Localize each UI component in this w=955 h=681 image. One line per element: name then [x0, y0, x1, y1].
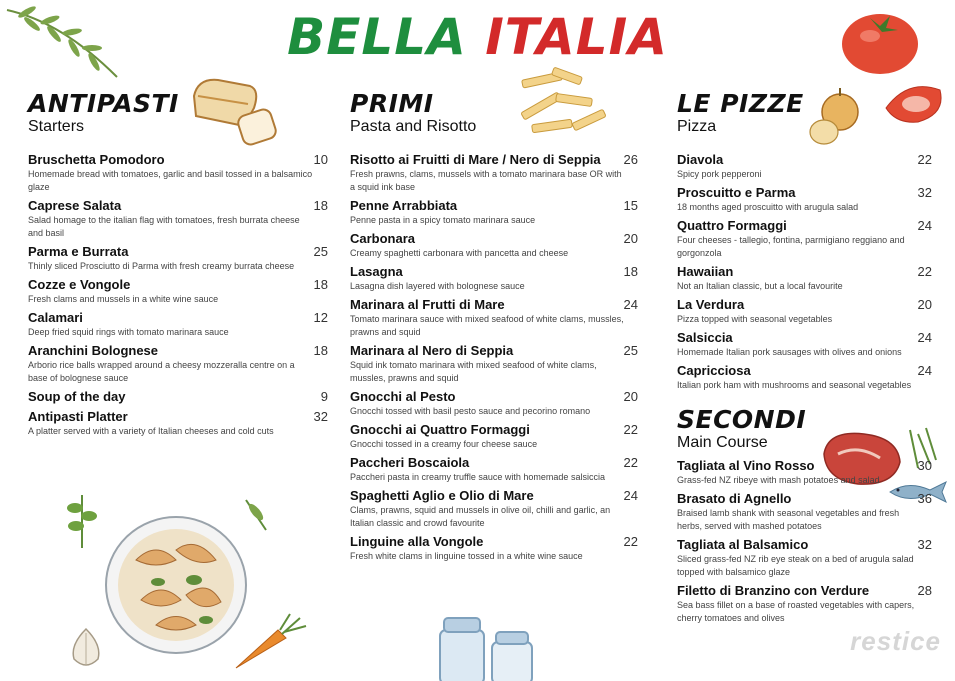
menu-item [28, 310, 328, 339]
menu-item-price: 15 [623, 198, 638, 213]
menu-item-description: Grass-fed NZ ribeye with mash potatoes and salad [677, 475, 880, 485]
pizze-subheading: Pizza [677, 118, 717, 135]
menu-item-price: 24 [917, 363, 932, 378]
menu-item-name: Antipasti Platter [28, 409, 128, 424]
menu-item-price: 30 [917, 458, 932, 473]
menu-item-name: Caprese Salata [28, 198, 122, 213]
menu-item [677, 264, 932, 293]
menu-item-name: Penne Arrabbiata [350, 198, 458, 213]
menu-item [677, 218, 932, 260]
menu-item [677, 537, 932, 579]
menu-item-price: 22 [623, 455, 638, 470]
menu-item-description: Gnocchi tossed in a creamy four cheese sauce [350, 439, 538, 449]
menu-item-description: Squid ink tomato marinara with mixed seafood of white clams, mussles, prawns and squid [350, 360, 597, 383]
menu-item-description: Arborio rice balls wrapped around a cheesy mozzeralla centre on a base of bolognese sauce [28, 360, 295, 383]
menu-item-description: Homemade bread with tomatoes, garlic and basil tossed in a balsamico glaze [28, 169, 313, 192]
menu-item-description: Clams, prawns, squid and mussels in olive oil, chilli and garlic, an Italian classic and crowd favourite [350, 505, 611, 528]
menu-item [28, 389, 328, 405]
menu-item-description: Braised lamb shank with seasonal vegetables and fresh herbs, served with mashed potatoes [677, 508, 900, 531]
menu-item-description: Four cheeses - tallegio, fontina, parmigiano reggiano and gorgonzola [677, 235, 905, 258]
menu-item [350, 389, 638, 418]
menu-item-row [350, 152, 638, 168]
menu-item-price: 20 [623, 231, 638, 246]
menu-item-row [28, 152, 328, 168]
antipasti-subheading: Starters [28, 118, 85, 135]
menu-item-price: 28 [917, 583, 932, 598]
menu-item-price: 26 [623, 152, 638, 167]
menu-item-price: 22 [917, 152, 932, 167]
menu-item-name: Capricciosa [677, 363, 751, 378]
menu-item-price: 24 [917, 330, 932, 345]
menu-item-description: A platter served with a variety of Italian cheeses and cold cuts [28, 426, 274, 436]
menu-item [28, 244, 328, 273]
menu-item-description: Thinly sliced Prosciutto di Parma with fresh creamy burrata cheese [28, 261, 295, 271]
antipasti-heading: ANTIPASTI [28, 89, 179, 118]
primi-list [350, 152, 638, 563]
menu-item [677, 152, 932, 181]
primi-section [350, 90, 638, 567]
menu-item-description: Spicy pork pepperoni [677, 169, 762, 179]
menu-item-name: Parma e Burrata [28, 244, 129, 259]
menu-item-row [677, 537, 932, 553]
menu-item-name: Filetto di Branzino con Verdure [677, 583, 870, 598]
menu-item-price: 24 [917, 218, 932, 233]
pizze-list [677, 152, 932, 392]
menu-item [350, 534, 638, 563]
menu-item-description: Sliced grass-fed NZ rib eye steak on a bed of arugula salad topped with balsamico glaze [677, 554, 914, 577]
menu-item-description: Fresh white clams in linguine tossed in a white wine sauce [350, 551, 583, 561]
menu-item [677, 297, 932, 326]
menu-item-row [350, 534, 638, 550]
menu-item-row [350, 343, 638, 359]
menu-item-description: 18 months aged proscuitto with arugula salad [677, 202, 859, 212]
primi-heading: PRIMI [350, 89, 434, 118]
menu-item-price: 22 [623, 422, 638, 437]
herb-icon [2, 2, 122, 82]
menu-item-name: Carbonara [350, 231, 416, 246]
menu-item-row [28, 310, 328, 326]
menu-item-price: 22 [623, 534, 638, 549]
menu-item-name: Quattro Formaggi [677, 218, 787, 233]
menu-item [28, 152, 328, 194]
menu-item-price: 10 [313, 152, 328, 167]
menu-item-row [677, 218, 932, 234]
menu-item [350, 264, 638, 293]
menu-item-row [677, 583, 932, 599]
menu-item-description: Deep fried squid rings with tomato marinara sauce [28, 327, 229, 337]
menu-item-name: Tagliata al Balsamico [677, 537, 809, 552]
title-part-red: ITALIA [485, 8, 668, 66]
menu-item-description: Lasagna dish layered with bolognese sauce [350, 281, 525, 291]
menu-item [677, 185, 932, 214]
menu-item-price: 18 [313, 198, 328, 213]
menu-item-name: Lasagna [350, 264, 403, 279]
menu-item-price: 36 [917, 491, 932, 506]
menu-item-description: Gnocchi tossed with basil pesto sauce and pecorino romano [350, 406, 591, 416]
menu-item [28, 277, 328, 306]
menu-item [350, 297, 638, 339]
menu-item-row [677, 297, 932, 313]
menu-item [677, 363, 932, 392]
menu-item-name: Proscuitto e Parma [677, 185, 796, 200]
menu-item [677, 330, 932, 359]
menu-item-description: Salad homage to the italian flag with tomatoes, fresh burrata cheese and basil [28, 215, 300, 238]
menu-item [677, 458, 932, 487]
menu-item-name: Linguine alla Vongole [350, 534, 484, 549]
menu-item-price: 24 [623, 488, 638, 503]
menu-item-row [677, 185, 932, 201]
menu-item-name: Cozze e Vongole [28, 277, 131, 292]
menu-item-price: 32 [917, 537, 932, 552]
menu-item-row [28, 389, 328, 405]
menu-item-row [350, 422, 638, 438]
menu-item-name: Bruschetta Pomodoro [28, 152, 165, 167]
secondi-section [677, 406, 932, 625]
menu-item-name: Soup of the day [28, 389, 126, 404]
menu-item [28, 198, 328, 240]
menu-item [350, 343, 638, 385]
secondi-subheading: Main Course [677, 434, 768, 451]
menu-item-description: Creamy spaghetti carbonara with pancetta and cheese [350, 248, 569, 258]
antipasti-list [28, 152, 328, 438]
menu-item-price: 32 [917, 185, 932, 200]
menu-item-description: Fresh clams and mussels in a white wine sauce [28, 294, 219, 304]
menu-item-name: Diavola [677, 152, 724, 167]
menu-item-name: Marinara al Nero di Seppia [350, 343, 514, 358]
menu-item-price: 20 [623, 389, 638, 404]
menu-item [28, 343, 328, 385]
menu-item-description: Penne pasta in a spicy tomato marinara sauce [350, 215, 536, 225]
menu-item-row [350, 297, 638, 313]
garlic-icon [66, 625, 106, 671]
menu-item-description: Tomato marinara sauce with mixed seafood of white clams, mussles, prawns and squid [350, 314, 624, 337]
menu-item-price: 20 [917, 297, 932, 312]
menu-item-row [350, 198, 638, 214]
menu-item-row [28, 198, 328, 214]
menu-item-price: 24 [623, 297, 638, 312]
menu-item-row [677, 458, 932, 474]
menu-item [350, 455, 638, 484]
menu-item-description: Italian pork ham with mushrooms and seasonal vegetables [677, 380, 912, 390]
menu-item [28, 409, 328, 438]
menu-item-description: Paccheri pasta in creamy truffle sauce with homemade salsiccia [350, 472, 605, 482]
menu-item-name: Risotto ai Fruitti di Mare / Nero di Seppia [350, 152, 601, 167]
menu-item-price: 12 [313, 310, 328, 325]
menu-item-row [350, 488, 638, 504]
watermark: restice [850, 626, 941, 656]
menu-item-row [28, 244, 328, 260]
menu-item-description: Not an Italian classic, but a local favourite [677, 281, 843, 291]
menu-item-price: 18 [623, 264, 638, 279]
menu-item-price: 22 [917, 264, 932, 279]
menu-item-row [350, 389, 638, 405]
menu-item-name: Aranchini Bolognese [28, 343, 159, 358]
menu-item-row [28, 343, 328, 359]
menu-item [677, 583, 932, 625]
secondi-heading: SECONDI [677, 405, 807, 434]
antipasti-section [28, 90, 328, 442]
menu-item-name: Brasato di Agnello [677, 491, 792, 506]
menu-item-row [677, 152, 932, 168]
title-part-green: BELLA [287, 8, 467, 66]
menu-item-name: Spaghetti Aglio e Olio di Mare [350, 488, 534, 503]
menu-item [350, 152, 638, 194]
menu-item-row [677, 491, 932, 507]
herb-sprig-icon [62, 490, 102, 550]
menu-item-name: Marinara al Frutti di Mare [350, 297, 505, 312]
menu-item-name: Hawaiian [677, 264, 734, 279]
menu-item-name: Salsiccia [677, 330, 733, 345]
menu-item-name: Paccheri Boscaiola [350, 455, 470, 470]
menu-item-price: 25 [623, 343, 638, 358]
menu-item-price: 18 [313, 277, 328, 292]
menu-item-name: Calamari [28, 310, 83, 325]
menu-item-row [677, 330, 932, 346]
menu-item-price: 32 [313, 409, 328, 424]
menu-item-row [28, 277, 328, 293]
menu-item-row [28, 409, 328, 425]
menu-item-row [350, 455, 638, 471]
menu-item-name: Tagliata al Vino Rosso [677, 458, 815, 473]
menu-item [350, 231, 638, 260]
menu-item [677, 491, 932, 533]
menu-item-name: Gnocchi ai Quattro Formaggi [350, 422, 530, 437]
menu-item-price: 18 [313, 343, 328, 358]
menu-item [350, 422, 638, 451]
secondi-list [677, 458, 932, 625]
menu-item [350, 488, 638, 530]
menu-item-description: Sea bass fillet on a base of roasted vegetables with capers, cherry tomatoes and olives [677, 600, 915, 623]
menu-item-price: 9 [320, 389, 328, 404]
menu-item-description: Fresh prawns, clams, mussels with a tomato marinara base OR with a squid ink base [350, 169, 622, 192]
menu-item-price: 25 [313, 244, 328, 259]
jars-icon [432, 612, 542, 681]
menu-item [350, 198, 638, 227]
pizze-section [677, 90, 932, 629]
menu-item-description: Homemade Italian pork sausages with olives and onions [677, 347, 902, 357]
menu-item-row [677, 363, 932, 379]
menu-item-name: La Verdura [677, 297, 745, 312]
menu-title [0, 6, 955, 68]
menu-item-row [677, 264, 932, 280]
menu-item-row [350, 264, 638, 280]
menu-item-row [350, 231, 638, 247]
primi-subheading: Pasta and Risotto [350, 118, 477, 135]
menu-item-name: Gnocchi al Pesto [350, 389, 456, 404]
carrot-icon [230, 612, 310, 674]
menu-item-description: Pizza topped with seasonal vegetables [677, 314, 833, 324]
pizze-heading: LE PIZZE [677, 89, 804, 118]
